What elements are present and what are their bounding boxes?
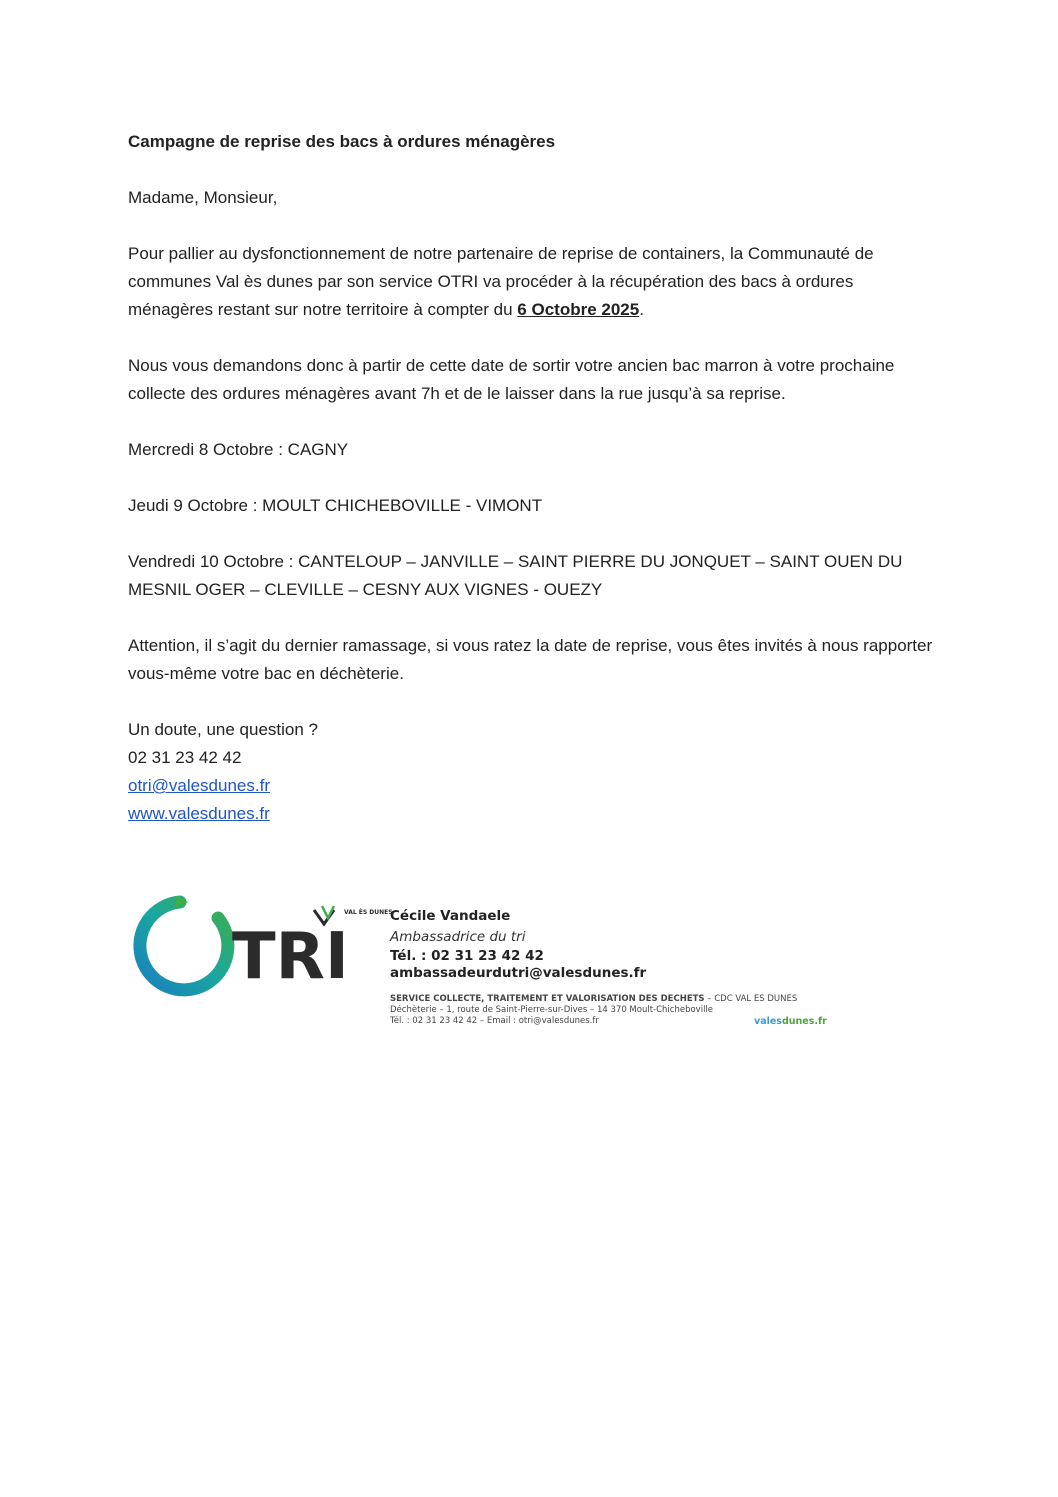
service-suffix: – CDC VAL ES DUNES [704, 994, 798, 1004]
logo-text: TRI [232, 920, 349, 994]
phone-line: 02 31 23 42 42 [128, 748, 242, 767]
service-name: SERVICE COLLECTE, TRAITEMENT ET VALORISATION DES DECHETS [390, 994, 705, 1004]
question-line: Un doute, une question ? [128, 720, 318, 739]
warning-paragraph: Attention, il s’agit du dernier ramassage, si vous ratez la date de reprise, vous êtes invités à nous rapporter vous-même votre bac en déchèterie. [128, 636, 933, 683]
schedule-item-thursday: Jeudi 9 Octobre : MOULT CHICHEBOVILLE - VIMONT [128, 496, 543, 515]
letter-body [128, 184, 938, 828]
letter-title: Campagne de reprise des bacs à ordures ménagères [128, 132, 556, 151]
email-signature [132, 890, 832, 1040]
website-link[interactable]: www.valesdunes.fr [128, 804, 270, 823]
signature-role: Ambassadrice du tri [390, 929, 526, 945]
signature-email[interactable]: ambassadeurdutri@valesdunes.fr [390, 965, 647, 981]
start-date: 6 Octobre 2025 [517, 300, 640, 319]
site-part1: vales [754, 1016, 782, 1027]
intro-paragraph [128, 240, 938, 324]
signature-footer [390, 994, 797, 1027]
schedule-item-wednesday: Mercredi 8 Octobre : CAGNY [128, 440, 349, 459]
site-mark[interactable] [754, 1016, 827, 1027]
schedule-item-friday: Vendredi 10 Octobre : CANTELOUP – JANVILLE – SAINT PIERRE DU JONQUET – SAINT OUEN DU MESNIL OGER – CLEVILLE – CESNY AUX VIGNES - OUEZY [128, 552, 903, 599]
email-link[interactable]: otri@valesdunes.fr [128, 776, 270, 795]
contact-line: Tél. : 02 31 23 42 42 – Email : otri@valesdunes.fr [390, 1016, 599, 1026]
instructions-paragraph: Nous vous demandons donc à partir de cette date de sortir votre ancien bac marron à votre prochaine collecte des ordures ménagères avant 7h et de le laisser dans la rue jusqu’à sa reprise. [128, 356, 895, 403]
address-line: Déchèterie – 1, route de Saint-Pierre-sur-Dives – 14 370 Moult-Chicheboville [390, 1005, 714, 1015]
greeting: Madame, Monsieur, [128, 188, 278, 207]
service-line [390, 994, 797, 1005]
intro-text: Pour pallier au dysfonctionnement de notre partenaire de reprise de containers, la Communauté de communes Val ès dunes par son service OTRI va procéder à la récupération des bacs à ordures ménagères restant sur notre territoire à compter du [128, 244, 874, 319]
signature-name: Cécile Vandaele [390, 908, 511, 924]
signature-phone: Tél. : 02 31 23 42 42 [390, 948, 544, 964]
intro-end: . [639, 300, 644, 319]
otri-logo [132, 890, 393, 1000]
signature-info [390, 906, 646, 982]
logo-small-text: VAL ÈS DUNES [344, 909, 393, 916]
site-part2: dunes.fr [781, 1016, 827, 1027]
